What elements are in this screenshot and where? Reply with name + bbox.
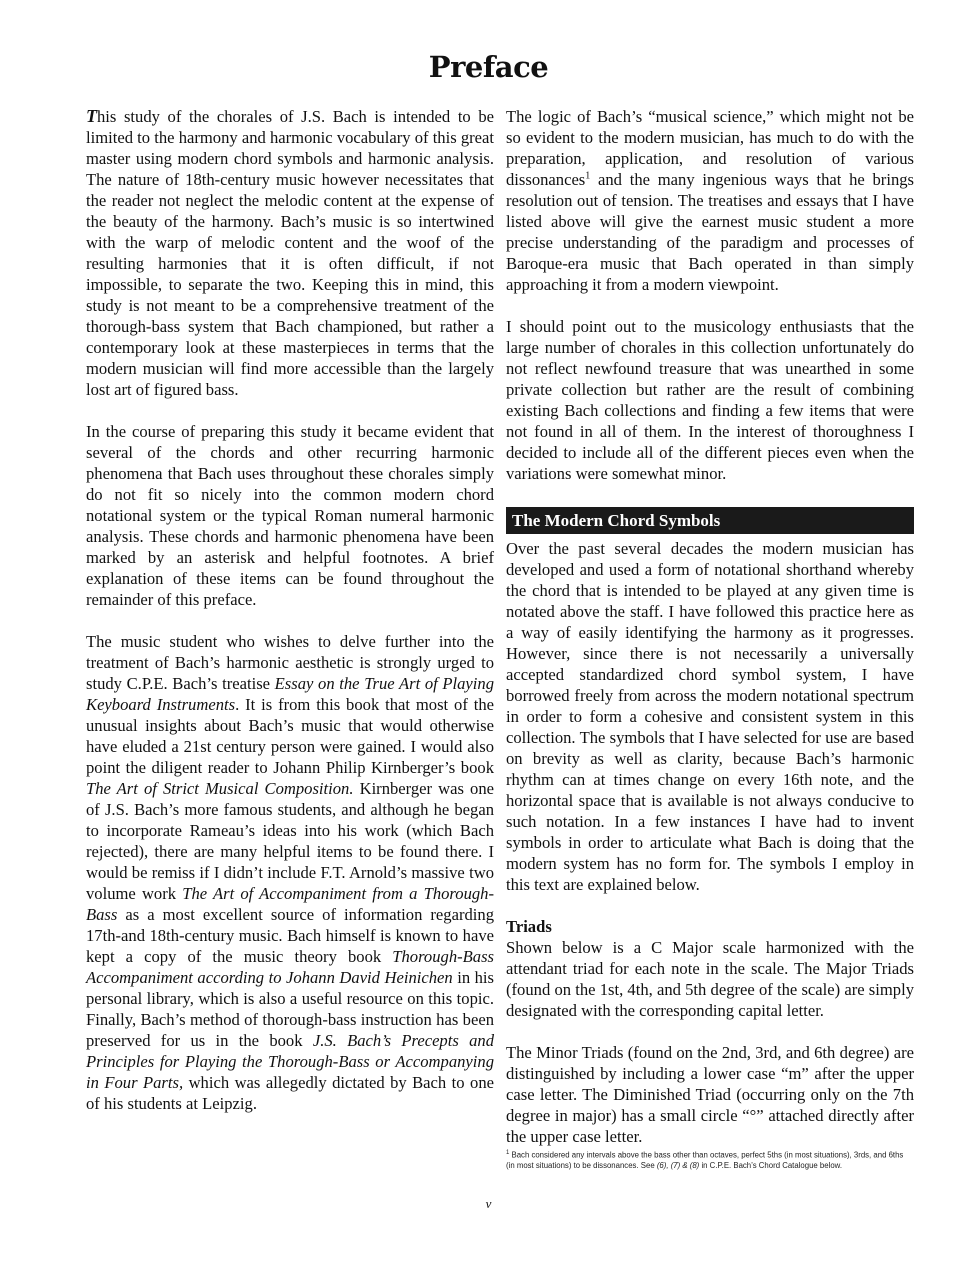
paragraph-triads-major: Shown below is a C Major scale harmonized with the attendant triad for each note in the scale. The Major Triads (found on the 1st, 4th, and 5th degree of the scale) are simply designated with the corresponding capital letter. xyxy=(506,938,914,1020)
page-title: Preface xyxy=(428,50,549,84)
text-span: (6), (7) & (8) xyxy=(656,1160,700,1170)
book-title: Thorough-Bass Accompaniment according to Johann David Heinichen xyxy=(86,947,494,987)
paragraph-triads-minor: The Minor Triads (found on the 2nd, 3rd, and 6th degree) are distinguished by including a lower case “m” after the upper case letter. The Diminished Triad (occurring only on the 7th degree in major) has a small circle “°” attached directly after the upper case letter. xyxy=(506,1043,914,1146)
subheading-triads: Triads xyxy=(506,917,552,936)
text-span: Bach considered any intervals above the bass other than octaves, perfect 5ths (in most situations), 3rds, and 6ths (in most situations) to be dissonances. See xyxy=(506,1150,904,1170)
page-number: v xyxy=(485,1196,492,1211)
footnote-number: 1 xyxy=(506,1150,510,1156)
book-title: The Art of Accompaniment from a Thorough-Bass xyxy=(86,884,494,924)
book-title: J.S. Bach’s Precepts and Principles for Playing the Thorough-Bass or Accompanying in Four Parts, xyxy=(86,1031,495,1092)
drop-cap: T xyxy=(86,106,97,126)
footnote xyxy=(506,1148,914,1171)
book-title: Essay on the True Art of Playing Keyboard Instruments xyxy=(86,674,494,714)
book-title: The Art of Strict Musical Composition. xyxy=(86,779,354,798)
left-column xyxy=(86,106,494,1114)
text-span: in his personal library, which is also a useful resource on this topic. Finally, Bach’s method of thorough-bass instruction has been preserved for us in the book xyxy=(86,968,495,1050)
section-heading-bar: The Modern Chord Symbols xyxy=(506,507,914,534)
text-span: in C.P.E. Bach’s Chord Catalogue below. xyxy=(699,1160,843,1170)
footnote-marker: 1 xyxy=(585,170,591,182)
paragraph-chord-symbols: Over the past several decades the modern musician has developed and used a form of notational shorthand whereby the chord that is intended to be played at any given time is notated above the staff. I have followed this practice here as a way of easily identifying the harmony as it progresses. However, since there is not necessarily a universally accepted standardized chord symbol system, I have borrowed freely from across the modern notational spectrum in order to form a cohesive and consistent system in this collection. The symbols that I have selected for use are based on brevity as well as clarity, because Bach’s harmonic rhythm can at times change on every 16th note, and the horizontal space that is available is not always conducive to such notation. In a few instances I have had to invent symbols in order to articulate what Bach is doing that the modern system has no form for. The symbols I employ in this text are explained below. xyxy=(506,539,914,894)
text-span: as a most excellent source of information regarding 17th-and 18th-century music. Bach himself is known to have kept a copy of the music theory book xyxy=(86,905,494,966)
paragraph-logic xyxy=(506,106,914,295)
text-span: and the many ingenious ways that he brings resolution out of tension. The treatises and essays that I have listed above will give the earnest music student a more precise understanding of the paradigm and processes of Baroque-era music that Bach operated in than simply approaching it from a modern viewpoint. xyxy=(506,170,914,294)
paragraph-musicology: I should point out to the musicology enthusiasts that the large number of chorales in this collection unfortunately do not reflect newfound treasure that was unearthed in some private collection but rather are the result of combining existing Bach collections and finding a few items that were not found in all of them. In the interest of thoroughness I decided to include all of the different pieces even when the variations were somewhat minor. xyxy=(506,317,914,483)
text-span: The music student who wishes to delve further into the treatment of Bach’s harmonic aesthetic is strongly urged to study C.P.E. Bach’s treatise xyxy=(86,632,494,693)
text-span: The logic of Bach’s “musical science,” which might not be so evident to the modern musician, has much to do with the preparation, application, and resolution of various dissonances xyxy=(506,107,914,189)
text-span: Kirnberger was one of J.S. Bach’s more famous students, and although he began to incorporate Rameau’s ideas into his work (which Bach rejected), there are many helpful items to be found there. I would be remiss if I didn’t include F.T. Arnold’s massive two volume work xyxy=(86,779,495,903)
right-column xyxy=(506,106,914,1171)
text-span: . It is from this book that most of the unusual insights about Bach’s music that would otherwise have eluded a 21st century person were gained. I would also point the diligent reader to Johann Philip Kirnberger’s book xyxy=(86,695,495,777)
paragraph-phenomena: In the course of preparing this study it became evident that several of the chords and other recurring harmonic phenomena that Bach uses throughout these chorales simply do not fit so nicely into the common modern chord notational system or the typical Roman numeral harmonic analysis. These chords and harmonic phenomena have been marked by an asterisk and helpful footnotes. A brief explanation of these items can be found throughout the remainder of this preface. xyxy=(86,422,494,609)
paragraph-intro xyxy=(86,106,494,400)
paragraph-intro-text: his study of the chorales of J.S. Bach is intended to be limited to the harmony and harmonic vocabulary of this great master using modern chord symbols and harmonic analysis. The nature of 18th-century music however necessitates that the reader not neglect the melodic content at the expense of the beauty of the harmony. Bach’s music is so intertwined with the warp of melodic content and the woof of the resulting harmonies that it is often difficult, if not impossible, to separate the two. Keeping this in mind, this study is not meant to be a comprehensive treatment of the thorough-bass system that Bach championed, but rather a contemporary look at these masterpieces in terms that the modern musician will find more accessible than the largely lost art of figured bass. xyxy=(86,107,494,399)
text-span: which was allegedly dictated by Bach to one of his students at Leipzig. xyxy=(86,1073,494,1113)
paragraph-resources xyxy=(86,631,494,1114)
